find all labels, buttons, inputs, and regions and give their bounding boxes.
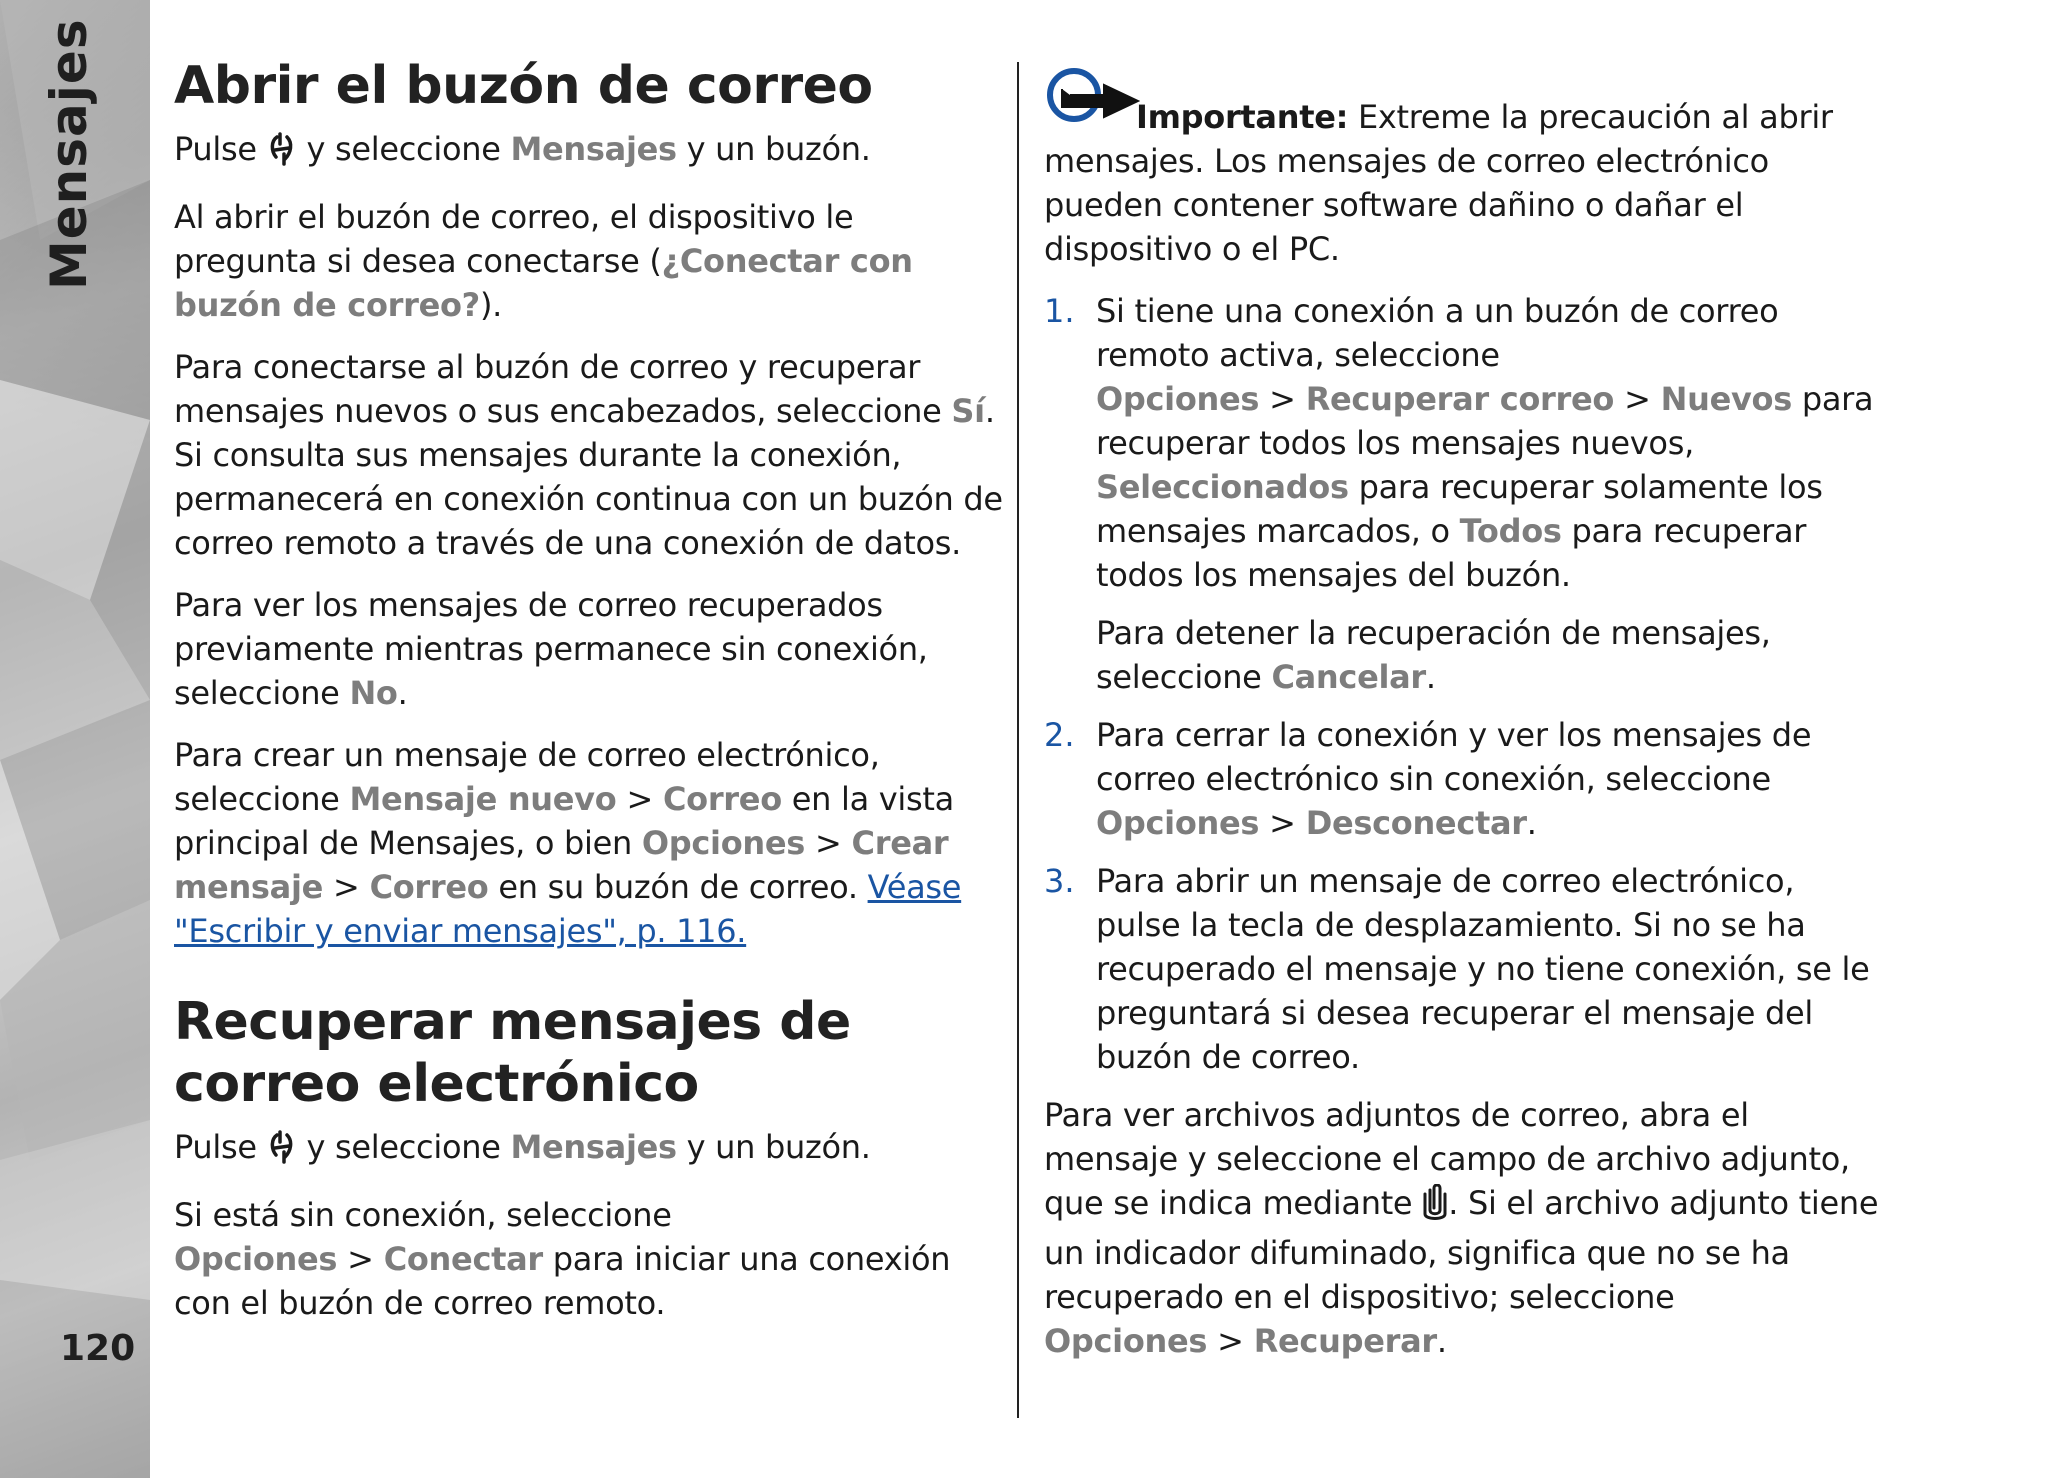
text: . Si consulta sus mensajes durante la conexión, permanecerá en conexión continua con un buzón de correo remoto a través de una conexión de datos. [174,392,1003,562]
menu-item-mensajes: Mensajes [510,1128,677,1166]
paragraph-crear-mensaje [174,733,1004,953]
option-seleccionados: Seleccionados [1096,468,1349,506]
option-correo: Correo [369,868,489,906]
option-opciones: Opciones [174,1240,338,1278]
menu-key-icon [267,132,297,177]
text: . [1425,658,1436,696]
paragraph-sin-conexion [174,583,1004,715]
option-cancelar: Cancelar [1271,658,1426,696]
option-nuevos: Nuevos [1660,380,1792,418]
paperclip-icon [1422,1184,1448,1231]
text: y seleccione [296,1128,511,1166]
text: Para abrir un mensaje de correo electrónico, pulse la tecla de desplazamiento. Si no se ha recuperado el mensaje y no tiene conexión, se le preguntará si desea recuperar el mensaje del buzón de correo. [1096,862,1870,1076]
column-divider [1017,62,1019,1418]
paragraph-pulse-1 [174,127,1004,177]
menu-item-mensajes: Mensajes [510,130,677,168]
option-todos: Todos [1459,512,1562,550]
option-si: Sí [951,392,985,430]
step-number: 3. [1044,862,1075,900]
text: Extreme la precaución al abrir mensajes. Los mensajes de correo electrónico pueden contener software dañino o dañar el dispositivo o el PC. [1044,98,1833,268]
step-number: 1. [1044,292,1075,330]
text: Pulse [174,1128,267,1166]
option-crear-mensaje: Crear mensaje [174,824,949,906]
text: para recuperar todos los mensajes del buzón. [1096,512,1807,594]
separator: > [1217,1322,1244,1360]
text: Pulse [174,130,267,168]
paragraph-pulse-2 [174,1125,1004,1175]
text: . Si el archivo adjunto tiene un indicador difuminado, significa que no se ha recuperado en el dispositivo; seleccione [1044,1184,1879,1316]
option-opciones: Opciones [1044,1322,1208,1360]
text: . [1526,804,1537,842]
text: ). [479,286,502,324]
option-no: No [349,674,398,712]
separator: > [815,824,842,862]
option-opciones: Opciones [1096,804,1260,842]
text: para recuperar solamente los mensajes marcados, o [1096,468,1823,550]
text: . [397,674,408,712]
option-conectar: Conectar [383,1240,543,1278]
list-item [1044,289,1884,699]
warning-block [1044,95,1884,271]
option-opciones: Opciones [641,824,806,862]
separator: > [347,1240,374,1278]
separator: > [1624,380,1651,418]
paragraph-conectar [174,1193,1004,1325]
text: Para ver archivos adjuntos de correo, abra el mensaje y seleccione el campo de archivo adjunto, que se indica mediante [1044,1096,1850,1222]
paragraph-conectarse [174,345,1004,565]
warning-label: Importante: [1136,98,1349,136]
link-escribir-enviar[interactable]: Véase "Escribir y enviar mensajes", p. 116. [174,868,962,950]
list-item [1044,713,1884,845]
text: Si está sin conexión, seleccione [174,1196,672,1234]
separator: > [333,868,360,906]
text: . [1436,1322,1447,1360]
warning-icon [1044,67,1140,127]
separator: > [626,780,653,818]
option-mensaje-nuevo: Mensaje nuevo [349,780,617,818]
page-number: 120 [60,1328,136,1369]
option-correo: Correo [662,780,782,818]
text: Si tiene una conexión a un buzón de correo remoto activa, seleccione [1096,292,1779,374]
steps-list [1044,289,1884,1079]
option-recuperar-correo: Recuperar correo [1305,380,1615,418]
list-item [1044,859,1884,1079]
text: para iniciar una conexión con el buzón de correo remoto. [174,1240,951,1322]
option-desconectar: Desconectar [1305,804,1527,842]
step-text [1096,859,1884,1079]
left-column [174,55,1004,1343]
step-text [1096,289,1884,597]
text: Para cerrar la conexión y ver los mensajes de correo electrónico sin conexión, seleccione [1096,716,1812,798]
text: Para detener la recuperación de mensajes, seleccione [1096,614,1771,696]
section-title: Mensajes [40,18,98,290]
step-subtext [1096,611,1884,699]
text: en su buzón de correo. [488,868,868,906]
text: en la vista principal de Mensajes, o bien [174,780,954,862]
option-opciones: Opciones [1096,380,1260,418]
warning-text [1044,95,1884,271]
text: y seleccione [296,130,511,168]
text: Al abrir el buzón de correo, el dispositivo le pregunta si desea conectarse ( [174,198,854,280]
heading-abrir-buzon: Abrir el buzón de correo [174,56,873,116]
step-number: 2. [1044,716,1075,754]
text: y un buzón. [676,130,871,168]
right-column [1044,95,1884,1381]
text: y un buzón. [676,1128,871,1166]
sidebar [0,0,150,1478]
heading-recuperar-mensajes: Recuperar mensajes de correo electrónico [174,992,851,1114]
prompt-conectar-buzon: ¿Conectar con buzón de correo? [174,242,913,324]
option-recuperar: Recuperar [1253,1322,1437,1360]
menu-key-icon [267,1130,297,1175]
text: Para conectarse al buzón de correo y recuperar mensajes nuevos o sus encabezados, seleccione [174,348,952,430]
text: Para ver los mensajes de correo recuperados previamente mientras permanece sin conexión, seleccione [174,586,928,712]
separator: > [1269,804,1296,842]
text: para recuperar todos los mensajes nuevos, [1096,380,1874,462]
step-text [1096,713,1884,845]
paragraph-adjuntos [1044,1093,1884,1363]
text: Para crear un mensaje de correo electrónico, seleccione [174,736,880,818]
paragraph-connect-prompt [174,195,1004,327]
separator: > [1269,380,1296,418]
